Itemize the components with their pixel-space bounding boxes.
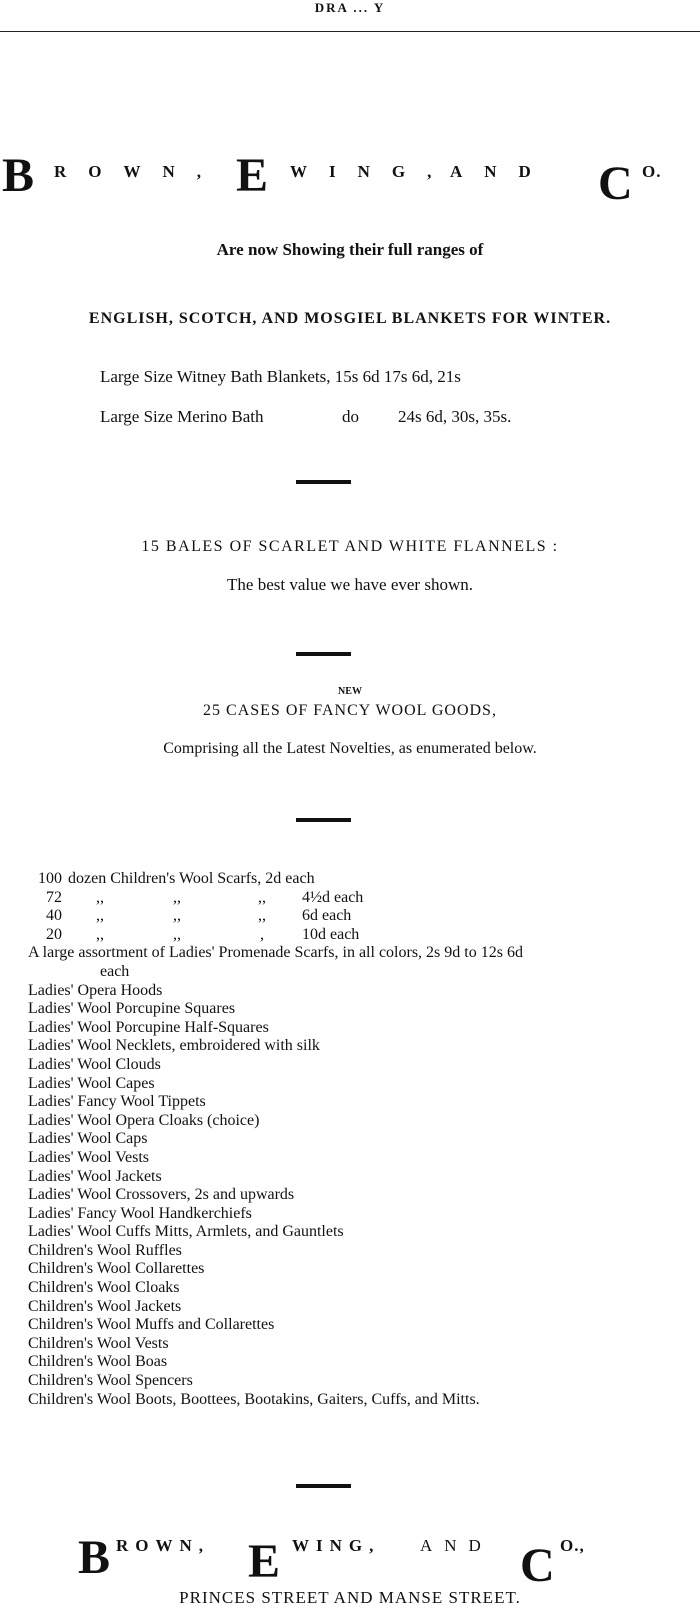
showing-line: Are now Showing their full ranges of: [216, 240, 484, 259]
goods-list: [28, 870, 523, 1409]
list-item: Children's Wool Boas: [28, 1353, 168, 1371]
price-line-witney: Large Size Witney Bath Blankets, 15s 6d 17s 6d, 21s: [100, 367, 461, 386]
list-item: Ladies' Wool Cuffs Mitts, Armlets, and Gauntlets: [28, 1223, 344, 1241]
ditto-mark: ,,: [173, 888, 181, 906]
list-item: Children's Wool Cloaks: [28, 1279, 180, 1297]
firm-initial-e: E: [248, 1535, 281, 1588]
scarf-price: 10d each: [302, 925, 360, 943]
flannels-subline: The best value we have ever shown.: [227, 575, 473, 594]
firm-word-rown: ROWN,: [54, 162, 224, 181]
ditto-mark: ,,: [258, 907, 266, 925]
scarf-row: [28, 907, 523, 926]
firm-name-bottom: [0, 1530, 700, 1590]
firm-initial-c: C: [598, 157, 633, 210]
assortment-each: each: [100, 962, 130, 980]
list-item: Ladies' Wool Vests: [28, 1148, 149, 1166]
firm-initial-e: E: [236, 149, 269, 202]
list-item: Ladies' Wool Crossovers, 2s and upwards: [28, 1186, 295, 1204]
flannels-heading: 15 BALES OF SCARLET AND WHITE FLANNELS :: [141, 538, 559, 555]
page-header-title: DRA ... Y: [314, 0, 386, 15]
scarf-price: 4½d each: [302, 888, 364, 906]
list-item: Ladies' Fancy Wool Tippets: [28, 1093, 206, 1111]
scarf-qty: 72: [46, 888, 62, 906]
section-divider: [296, 1484, 351, 1488]
scarf-text: dozen Children's Wool Scarfs, 2d each: [68, 870, 315, 887]
wool-goods-heading: 25 CASES OF FANCY WOOL GOODS,: [203, 702, 497, 719]
price-line-merino-do: do: [342, 407, 359, 426]
address-line: PRINCES STREET AND MANSE STREET.: [179, 1588, 521, 1607]
header-rule: [0, 31, 700, 32]
firm-initial-b: B: [2, 149, 35, 202]
firm-word-and: AND: [450, 162, 553, 181]
ditto-mark: ,,: [96, 907, 104, 925]
list-item: Ladies' Wool Porcupine Half-Squares: [28, 1018, 269, 1036]
list-item: Ladies' Wool Porcupine Squares: [28, 1000, 236, 1018]
firm-word-wing: WING,: [292, 1536, 381, 1555]
list-item: Ladies' Wool Jackets: [28, 1167, 162, 1185]
firm-name-top: [0, 148, 700, 208]
list-item: Children's Wool Vests: [28, 1334, 169, 1352]
section-divider: [296, 480, 351, 484]
list-item: Children's Wool Muffs and Collarettes: [28, 1316, 275, 1334]
firm-word-and: AND: [420, 1536, 493, 1555]
list-item: Ladies' Wool Clouds: [28, 1055, 161, 1073]
ditto-mark: ,,: [258, 888, 266, 906]
price-line-merino-label: Large Size Merino Bath: [100, 407, 264, 426]
firm-word-o: O.,: [560, 1536, 585, 1555]
firm-word-wing: WING,: [290, 162, 454, 181]
firm-initial-c: C: [520, 1539, 555, 1592]
list-item: Children's Wool Jackets: [28, 1297, 182, 1315]
scarf-qty: 40: [46, 907, 62, 925]
ditto-mark: ,,: [96, 925, 104, 943]
scarf-qty: 20: [46, 925, 62, 943]
list-item: Ladies' Wool Caps: [28, 1130, 148, 1148]
scarf-row: [28, 889, 523, 908]
list-item: Ladies' Wool Capes: [28, 1074, 155, 1092]
section-divider: [296, 818, 351, 822]
scarf-price: 6d each: [302, 907, 352, 925]
list-item: Ladies' Wool Opera Cloaks (choice): [28, 1111, 260, 1129]
list-item: Ladies' Fancy Wool Handkerchiefs: [28, 1204, 252, 1222]
new-mark: NEW: [338, 686, 362, 697]
ditto-mark: ,,: [173, 925, 181, 943]
firm-word-rown: ROWN,: [116, 1536, 211, 1555]
ditto-mark: ,,: [173, 907, 181, 925]
price-line-merino-prices: 24s 6d, 30s, 35s.: [398, 407, 512, 426]
firm-initial-b: B: [78, 1531, 111, 1584]
scarf-row: [28, 870, 523, 889]
ditto-mark: ,,: [96, 888, 104, 906]
list-item: Ladies' Wool Necklets, embroidered with silk: [28, 1037, 320, 1055]
scarf-row: [28, 926, 523, 945]
assortment-line: A large assortment of Ladies' Promenade Scarfs, in all colors, 2s 9d to 12s 6d: [28, 944, 523, 962]
section-divider: [296, 652, 351, 656]
list-item: Children's Wool Collarettes: [28, 1260, 205, 1278]
scarf-qty: 100: [38, 870, 62, 887]
wool-goods-subline: Comprising all the Latest Novelties, as enumerated below.: [163, 740, 537, 757]
list-item: Children's Wool Ruffles: [28, 1241, 182, 1259]
list-item: Children's Wool Spencers: [28, 1372, 193, 1390]
ditto-mark: ,: [260, 925, 264, 943]
list-item: Children's Wool Boots, Boottees, Bootakins, Gaiters, Cuffs, and Mitts.: [28, 1390, 480, 1408]
item-list: [28, 982, 523, 1410]
firm-word-o: O.: [642, 162, 662, 181]
list-item: Ladies' Opera Hoods: [28, 981, 163, 999]
blankets-heading: ENGLISH, SCOTCH, AND MOSGIEL BLANKETS FOR WINTER.: [88, 310, 612, 327]
